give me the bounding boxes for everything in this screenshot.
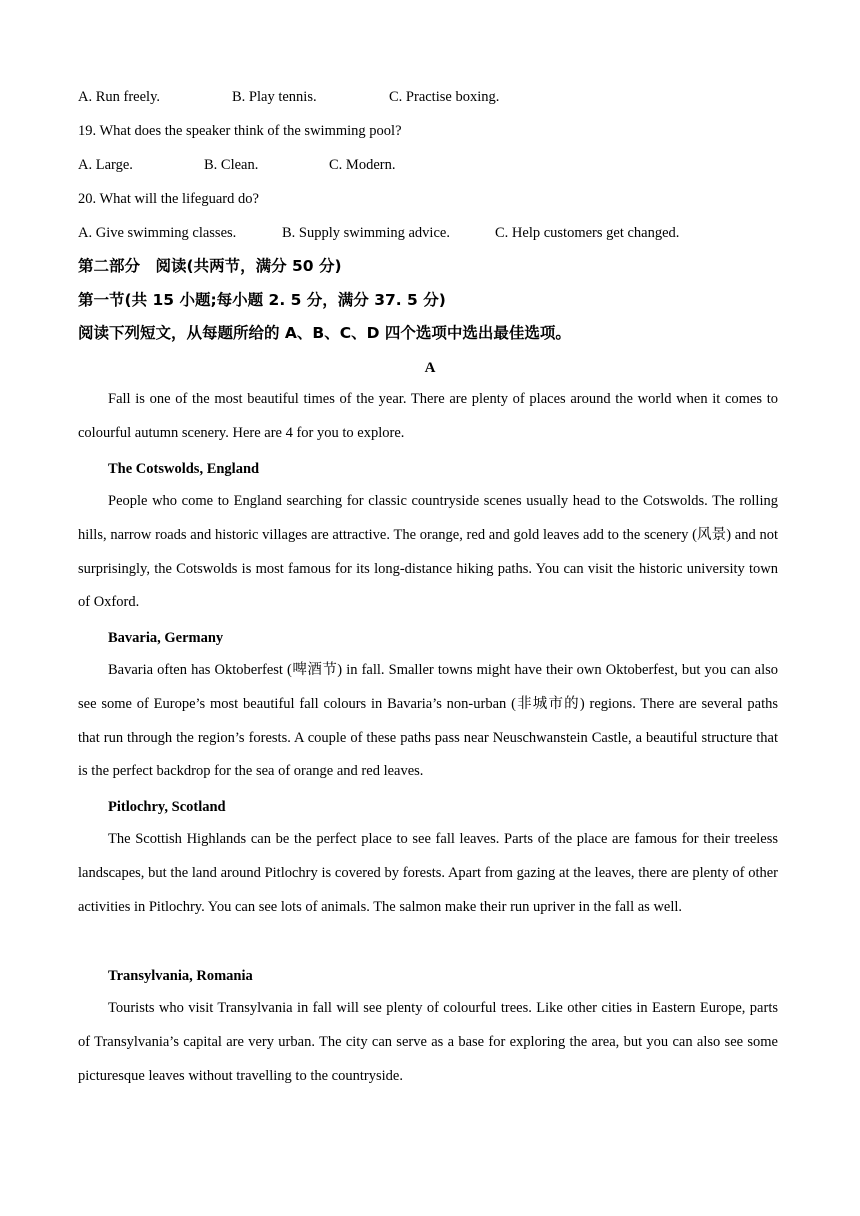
q19-option-a: A. Large. bbox=[78, 157, 133, 173]
place-body-pitlochry: The Scottish Highlands can be the perfect place to see fall leaves. Parts of the place are famous for their treeless landscapes, but the land around Pitlochry is covered by forests. Apart from gazing at the leaves, there are plenty of other activities in Pitlochry. You can see lots of animals. The salmon make their run upriver in the fall as well. bbox=[78, 831, 778, 915]
place-heading-bavaria: Bavaria, Germany bbox=[108, 630, 224, 646]
passage-label: A bbox=[424, 360, 436, 376]
q19-option-b: B. Clean. bbox=[204, 157, 259, 173]
q18-option-b: B. Play tennis. bbox=[232, 89, 317, 105]
q20-option-a: A. Give swimming classes. bbox=[78, 225, 237, 241]
q20-option-b: B. Supply swimming advice. bbox=[282, 225, 450, 241]
place-heading-transylvania: Transylvania, Romania bbox=[108, 968, 253, 984]
q18-option-a: A. Run freely. bbox=[78, 89, 161, 105]
q19-question: 19. What does the speaker think of the swimming pool? bbox=[78, 123, 402, 139]
place-body-cotswolds: People who come to England searching for classic countryside scenes usually head to the Cotswolds. The rolling hills, narrow roads and historic villages are attractive. The orange, red and gold leaves add to the scenery (风景) and not surprisingly, the Cotswolds is most famous for its long-distance hiking paths. You can visit the historic university town of Oxford. bbox=[78, 493, 778, 611]
part-title: 第二部分 阅读(共两节，满分 50 分) bbox=[78, 257, 342, 275]
place-body-transylvania: Tourists who visit Transylvania in fall will see plenty of colourful trees. Like other cities in Eastern Europe, parts of Transylvania’s capital are very urban. The city can serve as a base for exploring the area, but you can also see some picturesque leaves without travelling to the countryside. bbox=[78, 1000, 778, 1084]
place-heading-pitlochry: Pitlochry, Scotland bbox=[108, 799, 226, 815]
place-body-bavaria: Bavaria often has Oktoberfest (啤酒节) in fall. Smaller towns might have their own Oktoberfest, but you can also see some of Europe’s most beautiful fall colours in Bavaria’s non-urban (非城市的) regions. There are several paths that run through the region’s forests. A couple of these paths pass near Neuschwanstein Castle, a beautiful structure that is the perfect backdrop for the sea of orange and red leaves. bbox=[78, 662, 778, 780]
q19-option-c: C. Modern. bbox=[329, 157, 396, 173]
section-title: 第一节(共 15 小题;每小题 2. 5 分，满分 37. 5 分) bbox=[78, 291, 446, 309]
q18-option-c: C. Practise boxing. bbox=[389, 89, 500, 105]
instruction: 阅读下列短文，从每题所给的 A、B、C、D 四个选项中选出最佳选项。 bbox=[78, 324, 571, 342]
passage-intro: Fall is one of the most beautiful times of the year. There are plenty of places around the world when it comes to colourful autumn scenery. Here are 4 for you to explore. bbox=[78, 391, 778, 441]
q20-question: 20. What will the lifeguard do? bbox=[78, 191, 259, 207]
q20-option-c: C. Help customers get changed. bbox=[495, 225, 680, 241]
place-heading-cotswolds: The Cotswolds, England bbox=[108, 461, 260, 477]
